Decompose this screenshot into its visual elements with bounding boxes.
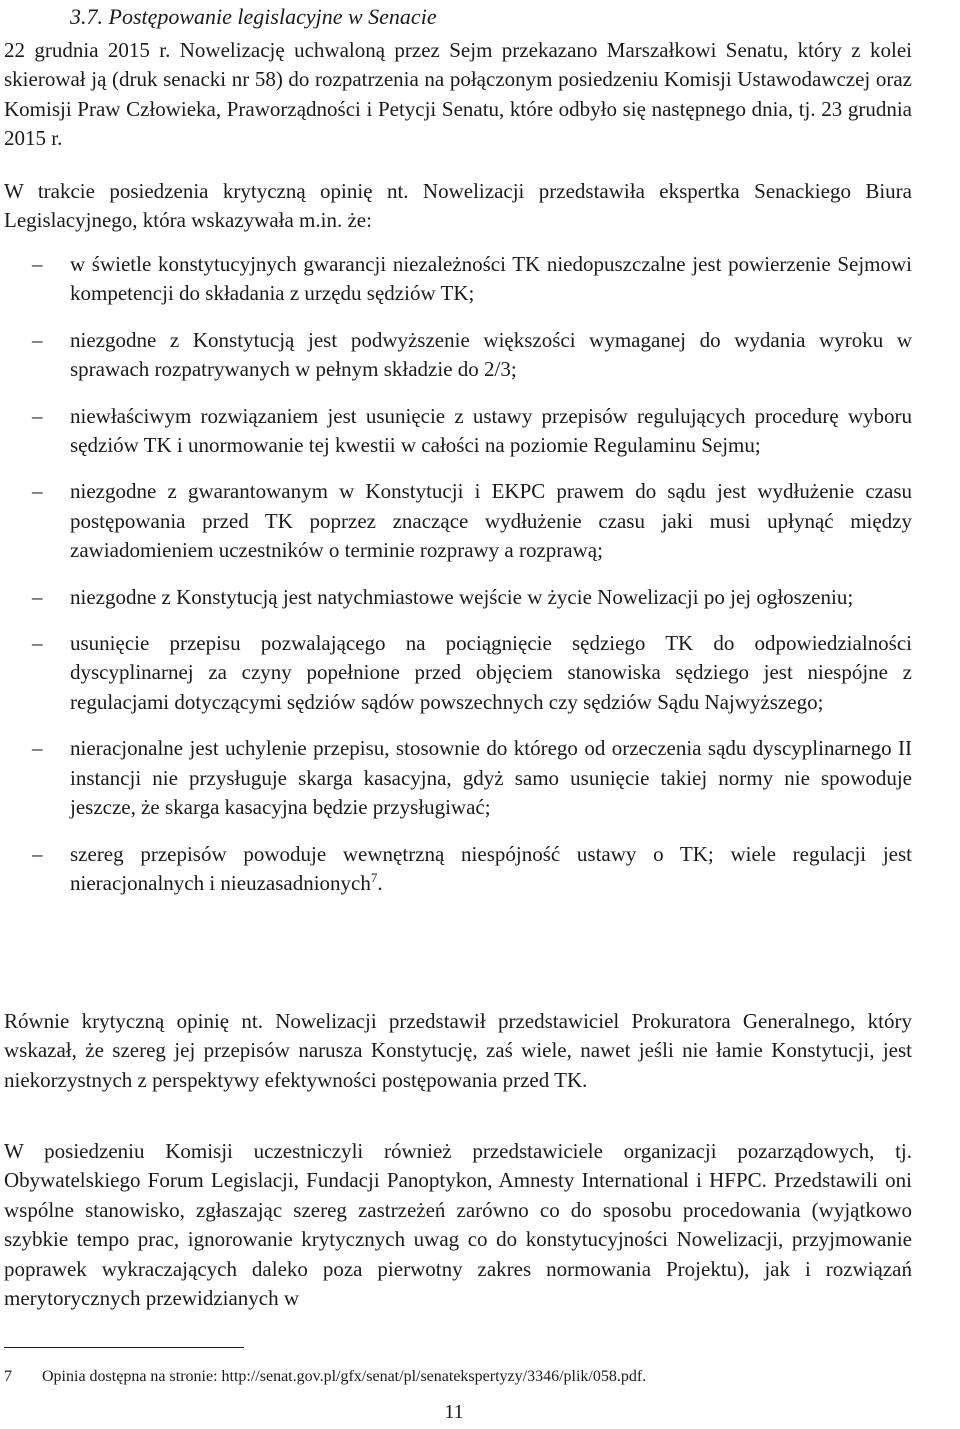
list-item-text: niezgodne z gwarantowanym w Konstytucji i EKPC prawem do sądu jest wydłużenie czasu postępowania przed TK poprzez znaczące wydłużenie czasu jaki musi upłynąć między zawiadomieniem uczestników o terminie rozprawy a rozprawą; xyxy=(70,479,912,563)
list-item-text: nieracjonalne jest uchylenie przepisu, stosownie do którego od orzeczenia sądu dyscyplinarnego II instancji nie przysługuje skarga kasacyjna, gdyż samo usunięcie takiej normy nie spowoduje jeszcze, że skarga kasacyjna będzie przysługiwać; xyxy=(70,736,912,820)
paragraph-ngo-participation: W posiedzeniu Komisji uczestniczyli również przedstawiciele organizacji pozarządowych, tj. Obywatelskiego Forum Legislacji, Fundacji Panoptykon, Amnesty International i HFPC. Przedstawili oni wspólne stanowisko, zgłaszając szereg zastrzeżeń zarówno co do sposobu procedowania (wyjątkowo szybkie tempo prac, ignorowanie krytycznych uwag co do konstytucyjności Nowelizacji, przyjmowanie poprawek wykraczających daleko poza pierwotny zakres normowania Projektu), jak i rozwiązań merytorycznych przewidzianych w xyxy=(4,1139,912,1311)
list-item xyxy=(4,402,912,461)
expert-objections-list xyxy=(4,250,912,915)
paragraph-prosecutor-opinion: Równie krytyczną opinię nt. Nowelizacji przedstawił przedstawiciel Prokuratora Generalnego, który wskazał, że szereg jej przepisów narusza Konstytucję, zaś wiele, nawet jeśli nie łamie Konstytucji, jest niekorzystnych z perspektywy efektywności postępowania przed TK. xyxy=(4,1009,912,1092)
page-number: 11 xyxy=(444,1401,464,1423)
list-item xyxy=(4,629,912,717)
list-dash: – xyxy=(32,631,43,656)
list-item-text: niezgodne z Konstytucją jest podwyższenie większości wymaganej do wydania wyroku w sprawach rozpatrywanych w pełnym składzie do 2/3; xyxy=(70,327,912,382)
list-item xyxy=(4,326,912,385)
list-item-text: w świetle konstytucyjnych gwarancji niezależności TK niedopuszczalne jest powierzenie Sejmowi kompetencji do składania z urzędu sędziów TK; xyxy=(70,252,912,306)
list-item-text: niewłaściwym rozwiązaniem jest usunięcie z ustawy przepisów regulujących procedurę wyboru sędziów TK i unormowanie tej kwestii w całości na poziomie Regulaminu Sejmu; xyxy=(70,403,912,458)
list-item-text: niezgodne z Konstytucją jest natychmiastowe wejście w życie Nowelizacji po jej ogłoszeniu; xyxy=(70,584,854,609)
list-item xyxy=(4,583,912,612)
footnote xyxy=(4,1366,912,1388)
list-dash: – xyxy=(32,841,43,866)
list-item xyxy=(4,734,912,822)
list-dash: – xyxy=(32,736,43,761)
list-dash: – xyxy=(32,479,43,504)
footnote-text[interactable]: Opinia dostępna na stronie: http://senat.gov.pl/gfx/senat/pl/senatekspertyzy/3346/plik/058.pdf. xyxy=(42,1368,647,1385)
paragraph-expert-opinion-intro: W trakcie posiedzenia krytyczną opinię nt. Nowelizacji przedstawiła ekspertka Senackiego Biura Legislacyjnego, która wskazywała m.in. że: xyxy=(4,179,912,233)
footnote-divider xyxy=(4,1347,244,1348)
list-item-text: szereg przepisów powoduje wewnętrzną niespójność ustawy o TK; wiele regulacji jest nieracjonalnych i nieuzasadnionych xyxy=(70,841,912,895)
list-item-end-punctuation: . xyxy=(377,870,383,895)
list-item-text: usunięcie przepisu pozwalającego na pociągnięcie sędziego TK do odpowiedzialności dyscyplinarnej za czyny popełnione przed objęciem stanowiska sędziego jest niespójne z regulacjami dotyczącymi sędziów sądów powszechnych czy sędziów Sądu Najwyższego; xyxy=(70,631,912,714)
section-heading: 3.7. Postępowanie legislacyjne w Senacie xyxy=(70,4,437,29)
list-item xyxy=(4,477,912,565)
list-dash: – xyxy=(32,403,43,428)
paragraph-senate-referral: 22 grudnia 2015 r. Nowelizację uchwaloną przez Sejm przekazano Marszałkowi Senatu, który z kolei skierował ją (druk senacki nr 58) do rozpatrzenia na połączonym posiedzeniu Komisji Ustawodawczej oraz Komisji Praw Człowieka, Praworządności i Petycji Senatu, które odbyło się następnego dnia, tj. 23 grudnia 2015 r. xyxy=(4,38,912,151)
footnote-number: 7 xyxy=(4,1368,12,1385)
list-item xyxy=(4,250,912,309)
list-dash: – xyxy=(32,252,43,276)
list-dash: – xyxy=(32,584,43,609)
footnote-reference[interactable]: 7 xyxy=(370,869,378,885)
list-item xyxy=(4,840,912,899)
list-dash: – xyxy=(32,327,43,352)
